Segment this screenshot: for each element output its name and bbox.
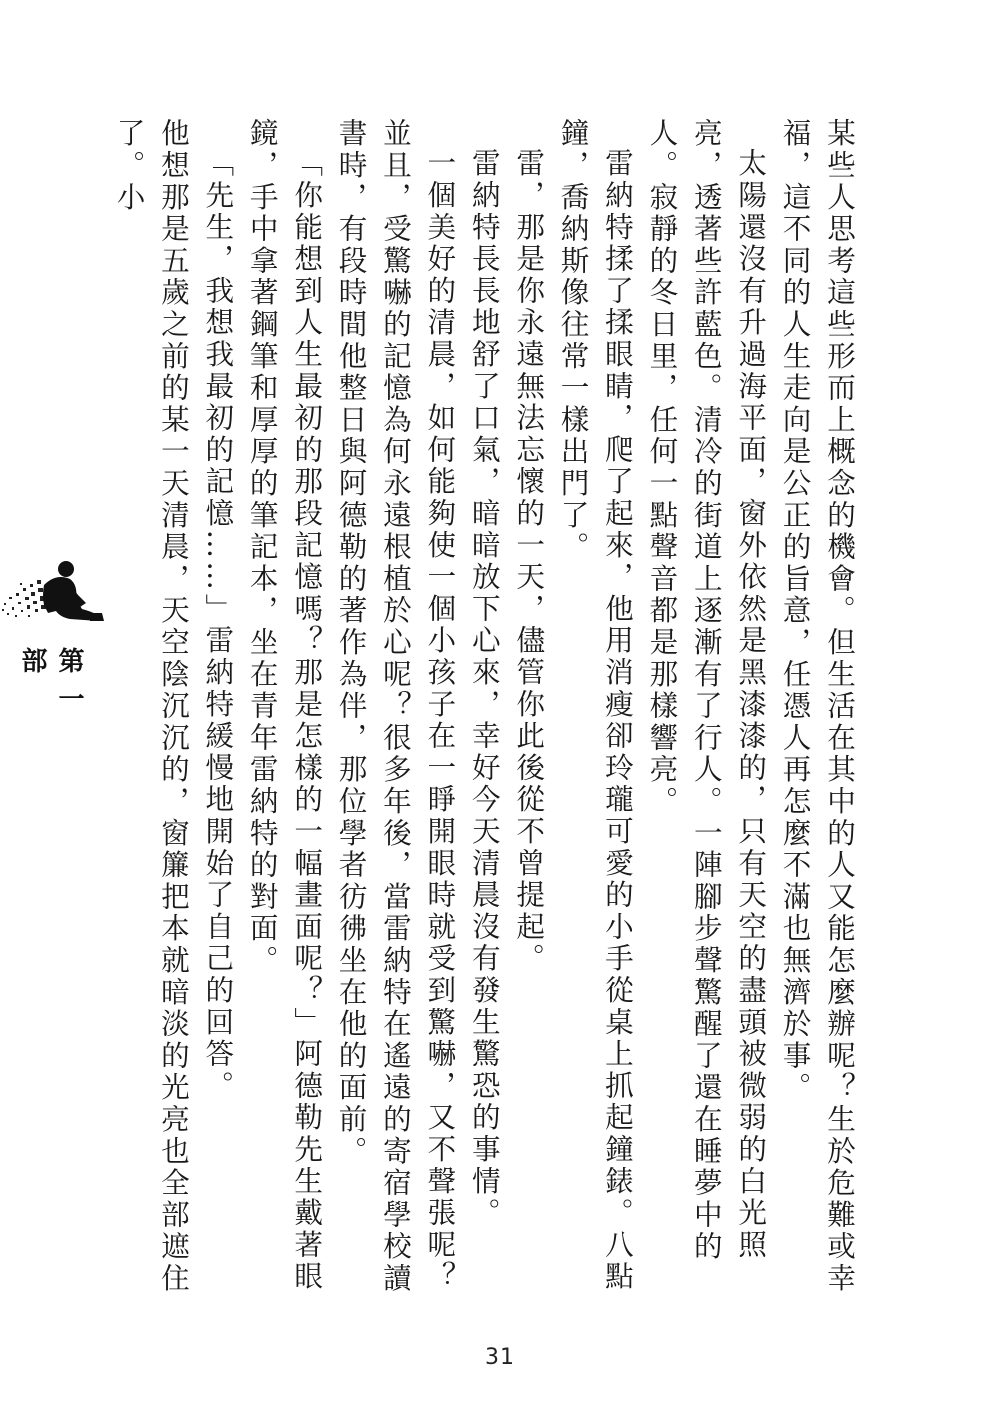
paragraph-7: 「你能想到人生最初的那段記憶嗎？那是怎樣的一幅畫面呢？」阿德勒先生戴著眼鏡，手中拿著鋼筆和厚厚的筆記本，坐在青年雷納特的對面。 xyxy=(245,118,325,1293)
paragraph-2: 太陽還沒有升過海平面，窗外依然是黑漆漆的，只有天空的盡頭被微弱的白光照亮，透著些許藍色。清冷的街道上逐漸有了行人。一陣腳步聲驚醒了還在睡夢中的人。寂靜的冬日里，任何一點聲音都是那樣響亮。 xyxy=(645,118,769,1263)
part-marker xyxy=(0,555,110,745)
part-label: 第一部 xyxy=(17,647,84,723)
paragraph-9: 他想那是五歲之前的某一天清晨，天空陰沉沉的，窗簾把本就暗淡的光亮也全部遮住了。小 xyxy=(112,118,191,1295)
page-number: 31 xyxy=(485,1345,515,1370)
paragraph-6: 一個美好的清晨，如何能夠使一個小孩子在一睜開眼時就受到驚嚇，又不聲張呢？並且，受驚嚇的記憶為何永遠根植於心呢？很多年後，當雷納特在遙遠的寄宿學校讀書時，有段時間他整日與阿德勒的著作為伴，那位學者彷彿坐在他的面前。 xyxy=(334,118,458,1295)
paragraph-5: 雷納特長長地舒了口氣，暗暗放下心來，幸好今天清晨沒有發生驚恐的事情。 xyxy=(467,148,502,1230)
sitting-figure-dissolving-icon xyxy=(0,555,110,635)
paragraph-4: 雷，那是你永遠無法忘懷的一天，儘管你此後從不曾提起。 xyxy=(512,148,547,975)
paragraph-8: 「先生，我想我最初的記憶……」雷納特緩慢地開始了自己的回答。 xyxy=(201,148,236,1103)
body-text xyxy=(112,118,862,1298)
paragraph-1: 某些人思考這些形而上概念的機會。但生活在其中的人又能怎麼辦呢？生於危難或幸福，這不同的人生走向是公正的旨意，任憑人再怎麼不滿也無濟於事。 xyxy=(778,118,857,1295)
paragraph-3: 雷納特揉了揉眼睛，爬了起來，他用消瘦卻玲瓏可愛的小手從桌上抓起鐘錶。八點鐘，喬納斯像往常一樣出門了。 xyxy=(556,118,635,1293)
